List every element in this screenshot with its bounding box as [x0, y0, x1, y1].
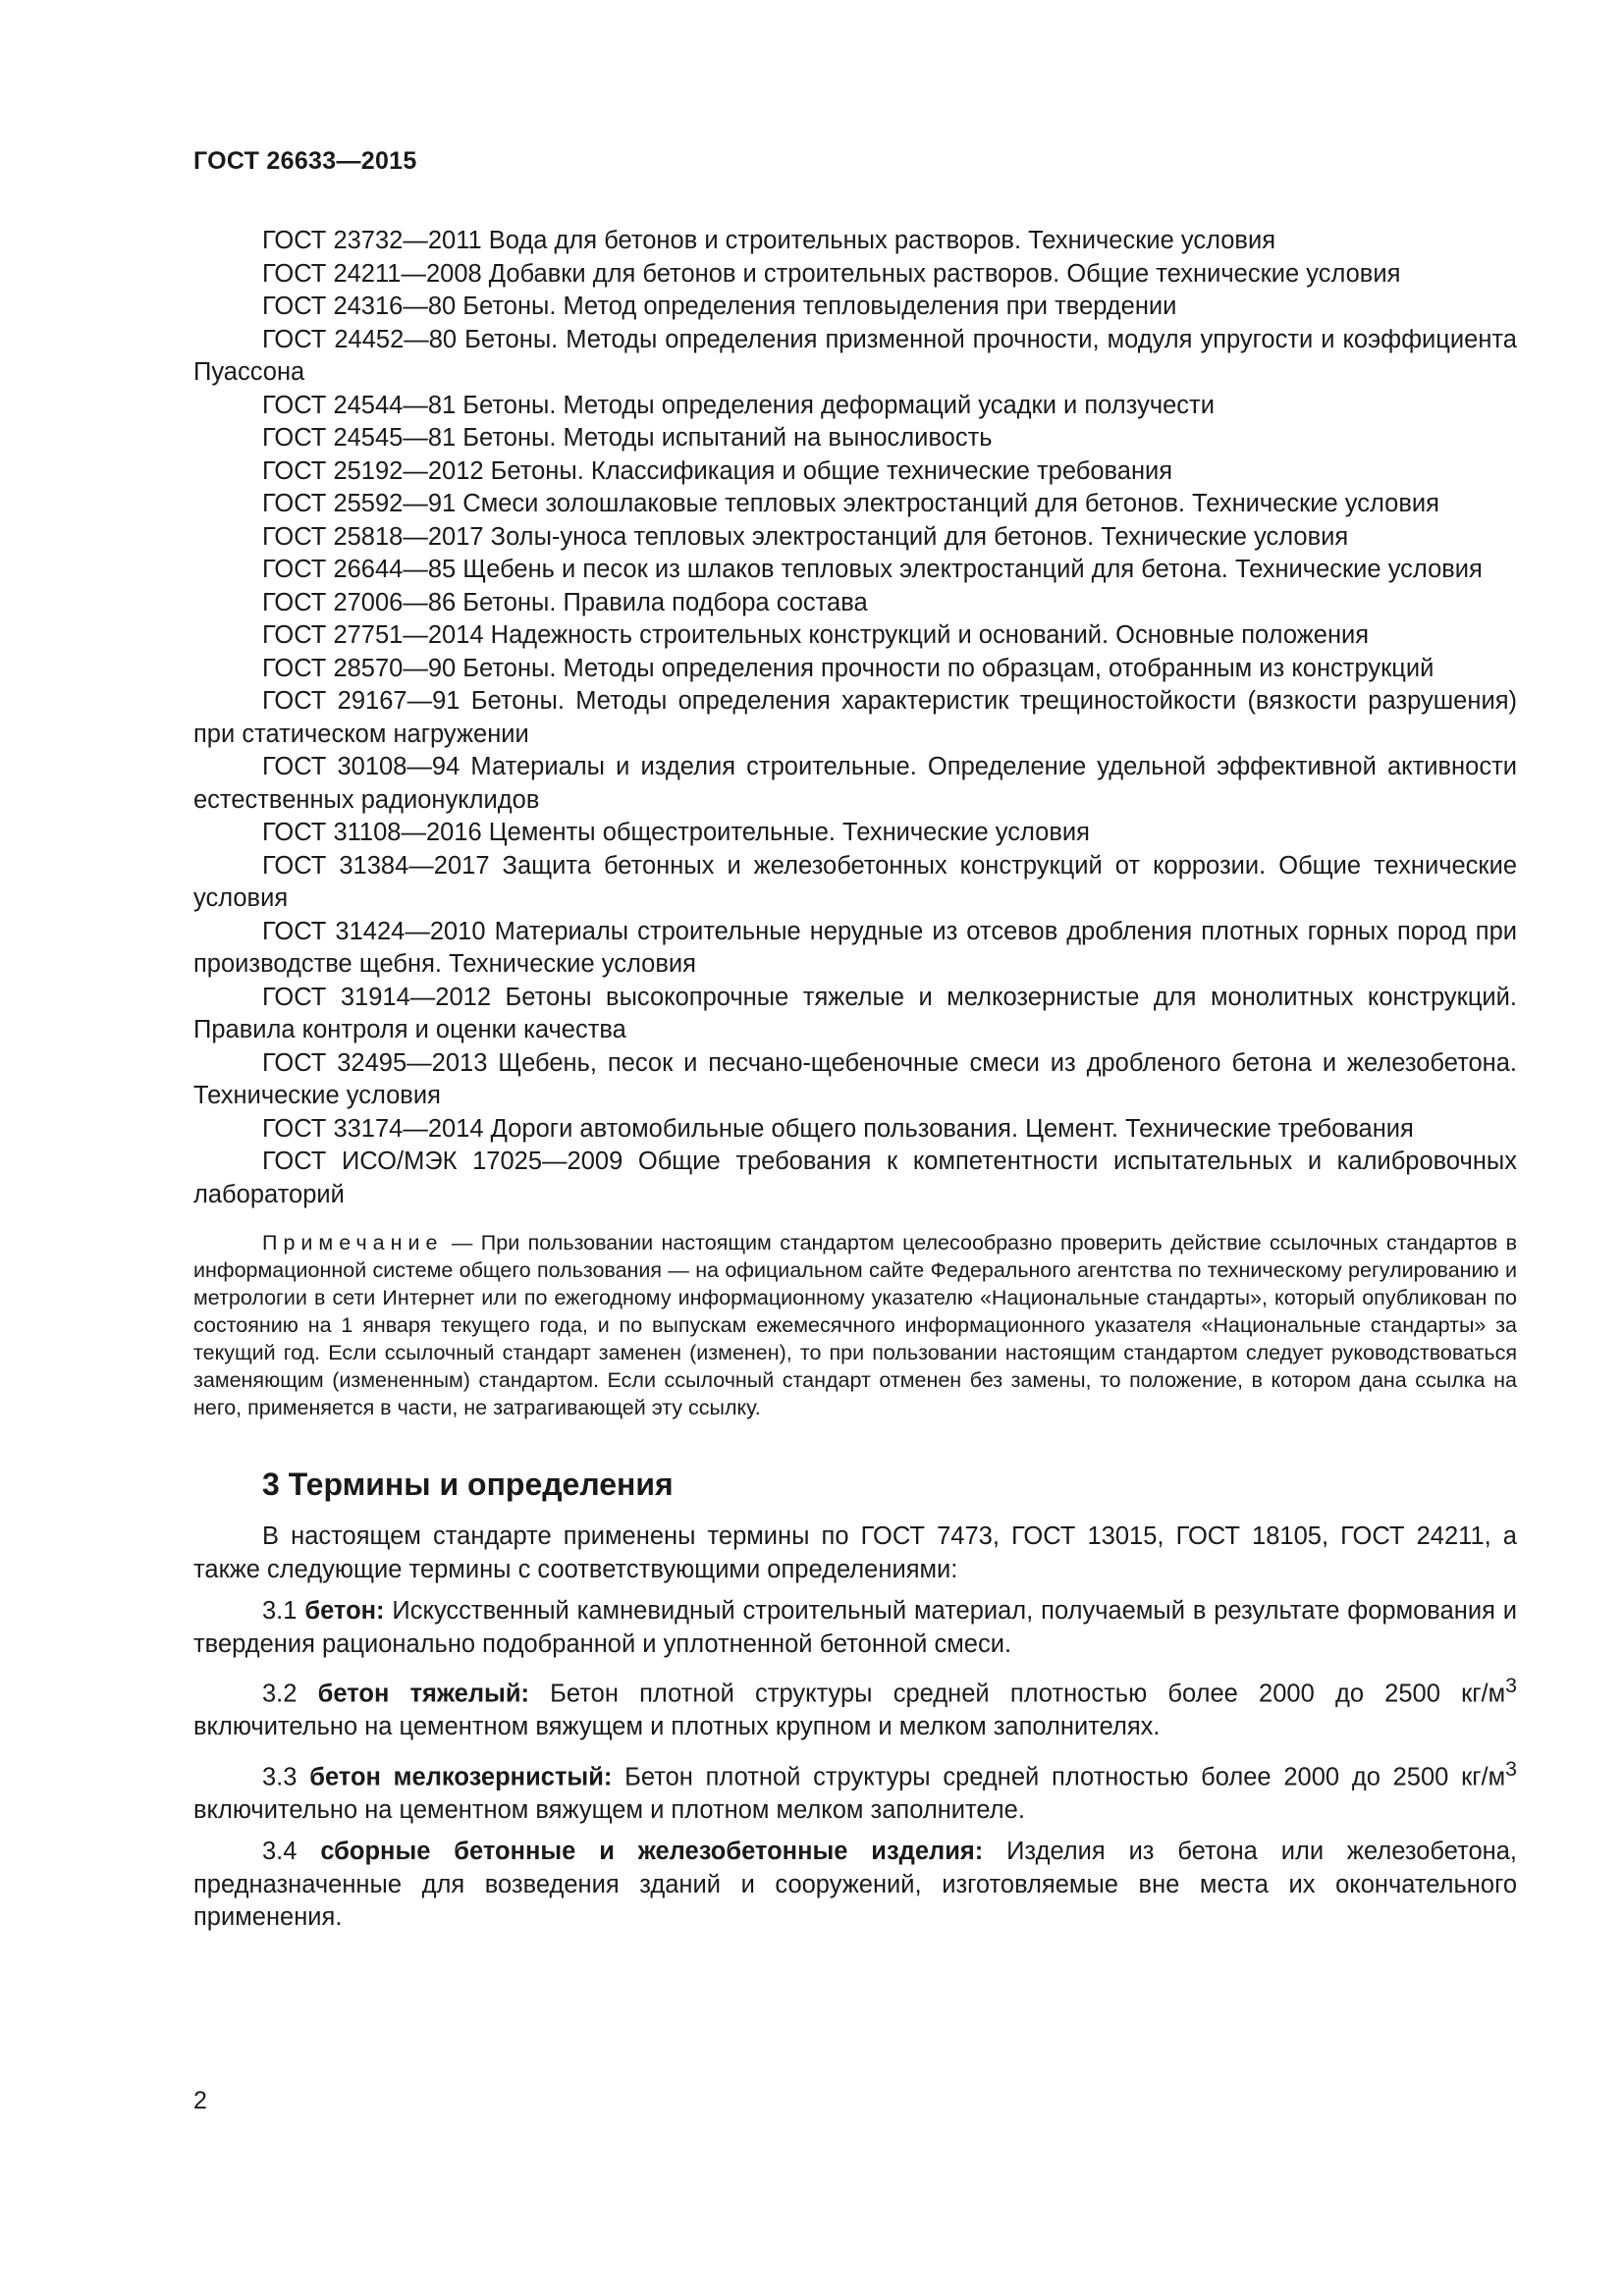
- reference-item: ГОСТ 31424—2010 Материалы строительные нерудные из отсевов дробления плотных горных пород при производстве щебня. Технические условия: [193, 917, 1517, 978]
- term-item: [193, 1836, 1517, 1935]
- term-name: бетон мелкозернистый:: [309, 1763, 613, 1790]
- term-name: сборные бетонные и железобетонные изделия:: [320, 1838, 984, 1865]
- reference-item: ГОСТ 24545—81 Бетоны. Методы испытаний на выносливость: [262, 424, 993, 452]
- reference-item: ГОСТ 25192—2012 Бетоны. Классификация и общие технические требования: [262, 456, 1173, 485]
- term-item: [193, 1753, 1517, 1828]
- section-intro: В настоящем стандарте применены термины по ГОСТ 7473, ГОСТ 13015, ГОСТ 18105, ГОСТ 24211, а также следующие термины с соответствующими определениями:: [193, 1522, 1517, 1583]
- document-header: ГОСТ 26633—2015: [193, 147, 417, 175]
- reference-item: ГОСТ 23732—2011 Вода для бетонов и строительных растворов. Технические условия: [262, 227, 1276, 254]
- reference-item: ГОСТ 24316—80 Бетоны. Метод определения тепловыделения при твердении: [262, 293, 1177, 320]
- section-title: 3 Термины и определения: [262, 1467, 674, 1502]
- reference-item: ГОСТ 27006—86 Бетоны. Правила подбора состава: [262, 588, 868, 616]
- term-definition-tail: включительно на цементном вяжущем и плотных крупном и мелком заполнителях.: [193, 1713, 1161, 1740]
- note-text: — При пользовании настоящим стандартом целесообразно проверить действие ссылочных стандартов в информационной системе общего пользования — на официальном сайте Федерального агентства по техническому регулированию и метрологии в сети Интернет или по ежегодному информационному указателю «Национальные стандарты», который опубликован по состоянию на 1 января текущего года, и по выпускам ежемесячного информационного указателя «Национальные стандарты» за текущий год. Если ссылочный стандарт заменен (изменен), то при пользовании настоящим стандартом следует руководствоваться заменяющим (измененным) стандартом. Если ссылочный стандарт отменен без замены, то положение, в котором дана ссылка на него, применяется в части, не затрагивающей эту ссылку.: [193, 1231, 1517, 1419]
- reference-item: ГОСТ 32495—2013 Щебень, песок и песчано-щебеночные смеси из дробленого бетона и железобетона. Технические условия: [193, 1048, 1517, 1109]
- reference-item: ГОСТ 26644—85 Щебень и песок из шлаков тепловых электростанций для бетона. Технические условия: [262, 556, 1483, 583]
- reference-item: ГОСТ 25592—91 Смеси золошлаковые тепловых электростанций для бетонов. Технические условия: [262, 490, 1439, 517]
- superscript: 3: [1505, 1674, 1517, 1697]
- reference-item: ГОСТ 28570—90 Бетоны. Методы определения прочности по образцам, отобранным из конструкций: [262, 654, 1435, 682]
- term-item: [193, 1595, 1517, 1661]
- term-definition: Бетон плотной структуры средней плотностью более 2000 до 2500 кг/м: [529, 1680, 1506, 1708]
- term-number: 3.1: [262, 1597, 298, 1625]
- term-name: бетон тяжелый:: [317, 1680, 529, 1708]
- reference-item: ГОСТ ИСО/МЭК 17025—2009 Общие требования к компетентности испытательных и калибровочных лабораторий: [193, 1148, 1517, 1208]
- terms-list: [193, 1521, 1517, 1935]
- note-label: Примечание: [262, 1231, 444, 1255]
- reference-item: ГОСТ 25818—2017 Золы-уноса тепловых электростанций для бетонов. Технические условия: [262, 522, 1349, 551]
- reference-item: ГОСТ 31108—2016 Цементы общестроительные. Технические условия: [262, 819, 1090, 846]
- superscript: 3: [1505, 1756, 1517, 1781]
- reference-item: ГОСТ 24452—80 Бетоны. Методы определения призменной прочности, модуля упругости и коэффициента Пуассона: [193, 325, 1517, 386]
- reference-item: ГОСТ 29167—91 Бетоны. Методы определения характеристик трещиностойкости (вязкости разрушения) при статическом нагружении: [193, 687, 1517, 748]
- term-number: 3.2: [262, 1680, 298, 1708]
- term-definition-tail: включительно на цементном вяжущем и плотном мелком заполнителе.: [193, 1795, 1025, 1824]
- reference-item: ГОСТ 24544—81 Бетоны. Методы определения деформаций усадки и ползучести: [262, 391, 1215, 419]
- term-definition: Бетон плотной структуры средней плотностью более 2000 до 2500 кг/м: [612, 1763, 1506, 1790]
- reference-item: ГОСТ 31384—2017 Защита бетонных и железобетонных конструкций от коррозии. Общие технические условия: [193, 851, 1517, 912]
- reference-item: ГОСТ 30108—94 Материалы и изделия строительные. Определение удельной эффективной активности естественных радионуклидов: [193, 753, 1517, 814]
- reference-item: ГОСТ 31914—2012 Бетоны высокопрочные тяжелые и мелкозернистые для монолитных конструкций. Правила контроля и оценки качества: [193, 983, 1517, 1043]
- term-definition: Изделия из бетона или железобетона, предназначенные для возведения зданий и сооружений, изготовляемые вне места их окончательного применения.: [193, 1838, 1517, 1931]
- reference-item: ГОСТ 27751—2014 Надежность строительных конструкций и оснований. Основные положения: [262, 621, 1370, 649]
- reference-item: ГОСТ 24211—2008 Добавки для бетонов и строительных растворов. Общие технические условия: [262, 259, 1401, 288]
- page-number: 2: [193, 2087, 207, 2114]
- term-definition: Искусственный камневидный строительный материал, получаемый в результате формования и твердения рационально подобранной и уплотненной бетонной смеси.: [193, 1597, 1517, 1658]
- term-number: 3.4: [262, 1838, 298, 1865]
- term-name: бетон:: [304, 1597, 385, 1625]
- reference-item: ГОСТ 33174—2014 Дороги автомобильные общего пользования. Цемент. Технические требования: [262, 1114, 1414, 1143]
- page-content: [193, 225, 1517, 1944]
- note-paragraph: [193, 1229, 1517, 1421]
- term-number: 3.3: [262, 1763, 298, 1790]
- reference-list: [193, 225, 1517, 1211]
- term-item: [193, 1670, 1517, 1744]
